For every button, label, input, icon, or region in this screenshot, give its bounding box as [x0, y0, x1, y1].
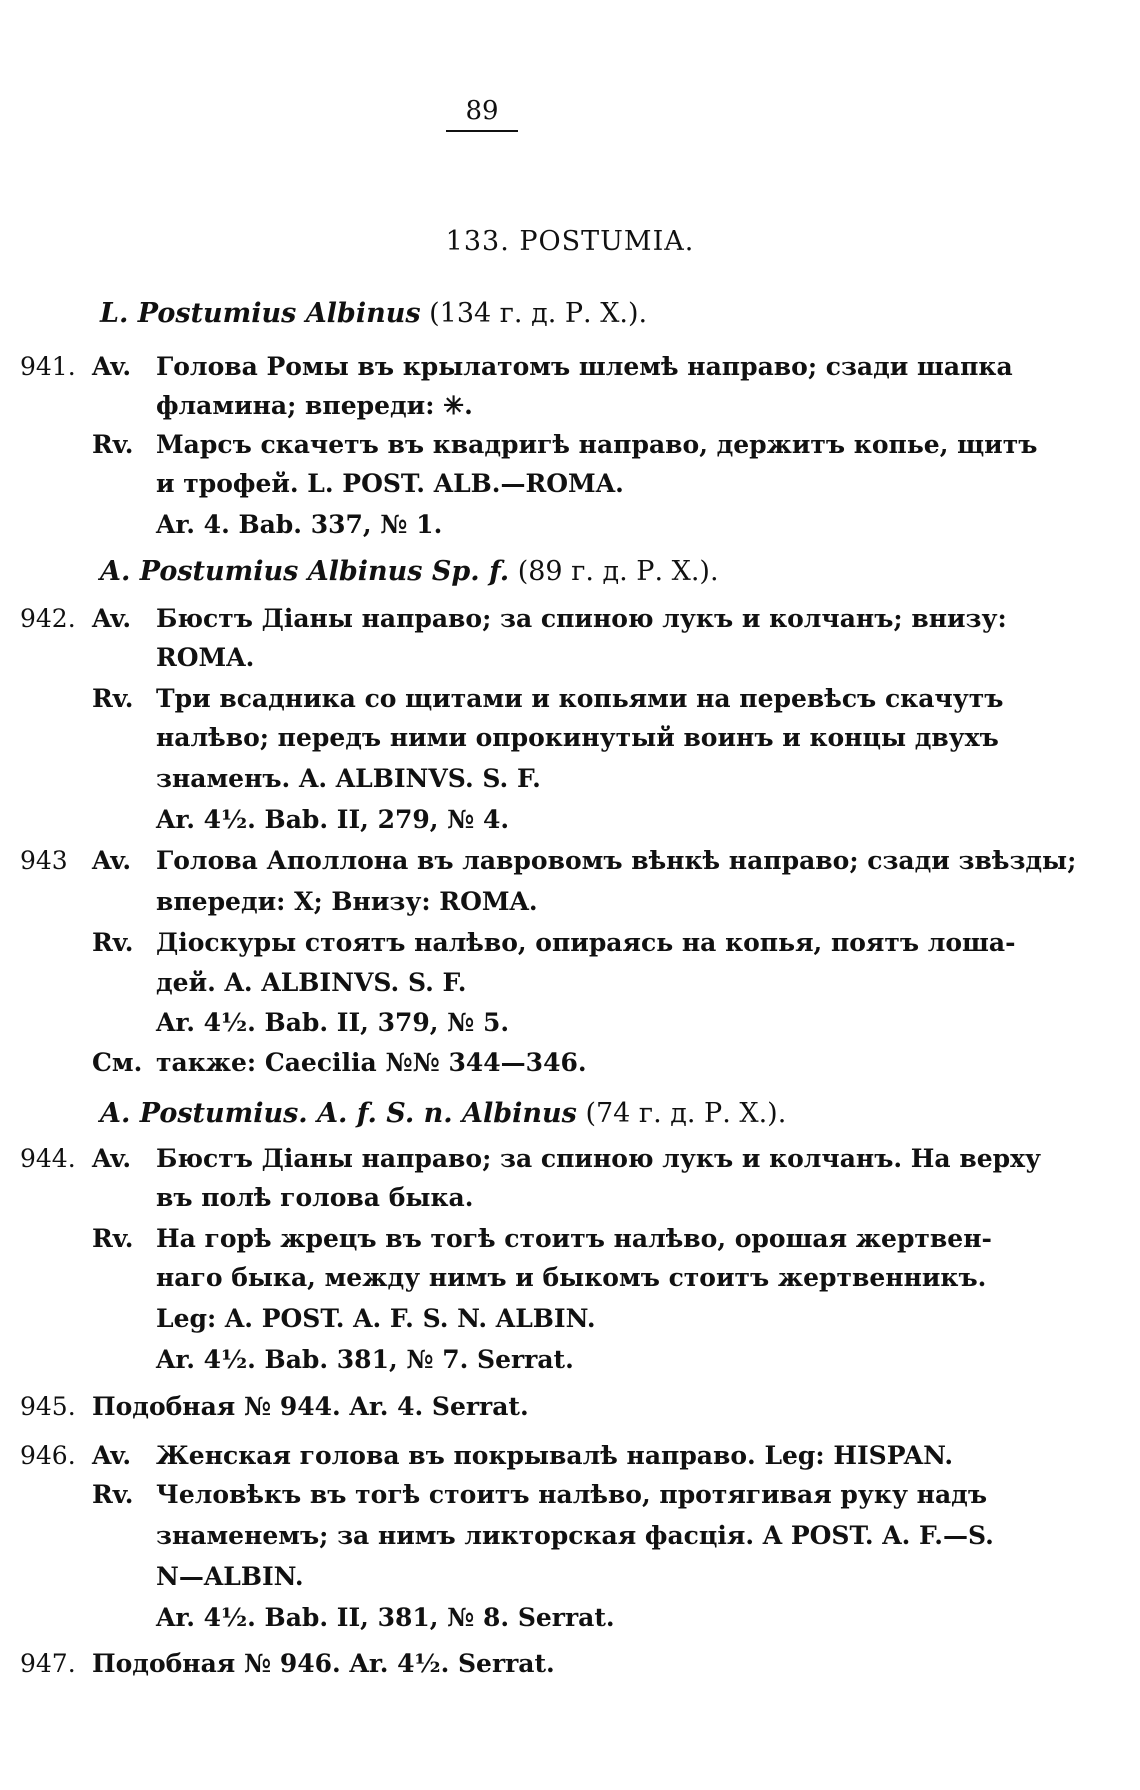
entry-text-line: Три всадника со щитами и копьями на перевѣсъ скачутъ — [156, 684, 1004, 713]
entry-text-line: Ar. 4½. Bab. II, 279, № 4. — [156, 805, 510, 834]
entry-text-line: въ полѣ голова быка. — [156, 1183, 474, 1212]
entry-number: 945. — [20, 1392, 76, 1421]
entry-text-line: наго быка, между нимъ и быкомъ стоитъ жертвенникъ. — [156, 1263, 987, 1292]
side-label: Rv. — [92, 430, 134, 459]
entry-text-line: также: Caecilia №№ 344—346. — [156, 1048, 587, 1077]
side-label: Rv. — [92, 1224, 134, 1253]
entry-text-line: Бюстъ Діаны направо; за спиною лукъ и колчанъ. На верху — [156, 1144, 1041, 1173]
entry-number: 942. — [20, 604, 76, 633]
page-number: 89 — [446, 96, 518, 132]
entry-text-line: На горѣ жрецъ въ тогѣ стоитъ налѣво, орошая жертвен- — [156, 1224, 992, 1253]
section-title: 133. POSTUMIA. — [445, 226, 695, 257]
entry-text-line: Голова Ромы въ крылатомъ шлемѣ направо; сзади шапка — [156, 352, 1013, 381]
entry-number: 947. — [20, 1649, 76, 1678]
entry-text-line: Leg: A. POST. A. F. S. N. ALBIN. — [156, 1304, 596, 1333]
subhead-1: L. Postumius Albinus (134 г. д. Р. Х.). — [100, 298, 648, 329]
entry-text-line: Человѣкъ въ тогѣ стоитъ налѣво, протягивая руку надъ — [156, 1480, 987, 1509]
entry-text-line: N—ALBIN. — [156, 1562, 304, 1591]
entry-text-line: Бюстъ Діаны направо; за спиною лукъ и колчанъ; внизу: — [156, 604, 1007, 633]
entry-number: 946. — [20, 1441, 76, 1470]
entry-text-line: ROMA. — [156, 643, 255, 672]
entry-text-line: знаменъ. A. ALBINVS. S. F. — [156, 764, 541, 793]
side-label: Av. — [92, 604, 132, 633]
entry-text-line: Женская голова въ покрывалѣ направо. Leg: HISPAN. — [156, 1441, 954, 1470]
entry-number: 943 — [20, 846, 68, 875]
subhead-3: A. Postumius. A. f. S. n. Albinus (74 г. д. Р. Х.). — [100, 1098, 787, 1129]
entry-text-line: дей. A. ALBINVS. S. F. — [156, 968, 467, 997]
entry-text-line: Подобная № 944. Ar. 4. Serrat. — [92, 1392, 529, 1421]
side-label: Rv. — [92, 684, 134, 713]
entry-text-line: Подобная № 946. Ar. 4½. Serrat. — [92, 1649, 555, 1678]
entry-text-line: фламина; впереди: ✳. — [156, 391, 473, 420]
entry-text-line: налѣво; передъ ними опрокинутый воинъ и концы двухъ — [156, 723, 999, 752]
entry-text-line: знаменемъ; за нимъ ликторская фасція. A POST. A. F.—S. — [156, 1521, 994, 1550]
side-label: Rv. — [92, 1480, 134, 1509]
side-label: Av. — [92, 846, 132, 875]
entry-text-line: и трофей. L. POST. ALB.—ROMA. — [156, 469, 624, 498]
entry-text-line: Марсъ скачетъ въ квадригѣ направо, держитъ копье, щитъ — [156, 430, 1038, 459]
side-label: Av. — [92, 1441, 132, 1470]
entry-text-line: Діоскуры стоятъ налѣво, опираясь на копья, поятъ лоша- — [156, 928, 1016, 957]
entry-text-line: Ar. 4. Bab. 337, № 1. — [156, 510, 443, 539]
entry-text-line: Ar. 4½. Bab. II, 381, № 8. Serrat. — [156, 1603, 615, 1632]
entry-text-line: Голова Аполлона въ лавровомъ вѣнкѣ направо; сзади звѣзды; — [156, 846, 1077, 875]
entry-text-line: впереди: X; Внизу: ROMA. — [156, 887, 538, 916]
side-label: Rv. — [92, 928, 134, 957]
entry-number: 941. — [20, 352, 76, 381]
side-label: См. — [92, 1048, 143, 1077]
entry-text-line: Ar. 4½. Bab. 381, № 7. Serrat. — [156, 1345, 574, 1374]
subhead-2: A. Postumius Albinus Sp. f. (89 г. д. Р. Х.). — [100, 556, 719, 587]
side-label: Av. — [92, 352, 132, 381]
side-label: Av. — [92, 1144, 132, 1173]
entry-number: 944. — [20, 1144, 76, 1173]
entry-text-line: Ar. 4½. Bab. II, 379, № 5. — [156, 1008, 510, 1037]
